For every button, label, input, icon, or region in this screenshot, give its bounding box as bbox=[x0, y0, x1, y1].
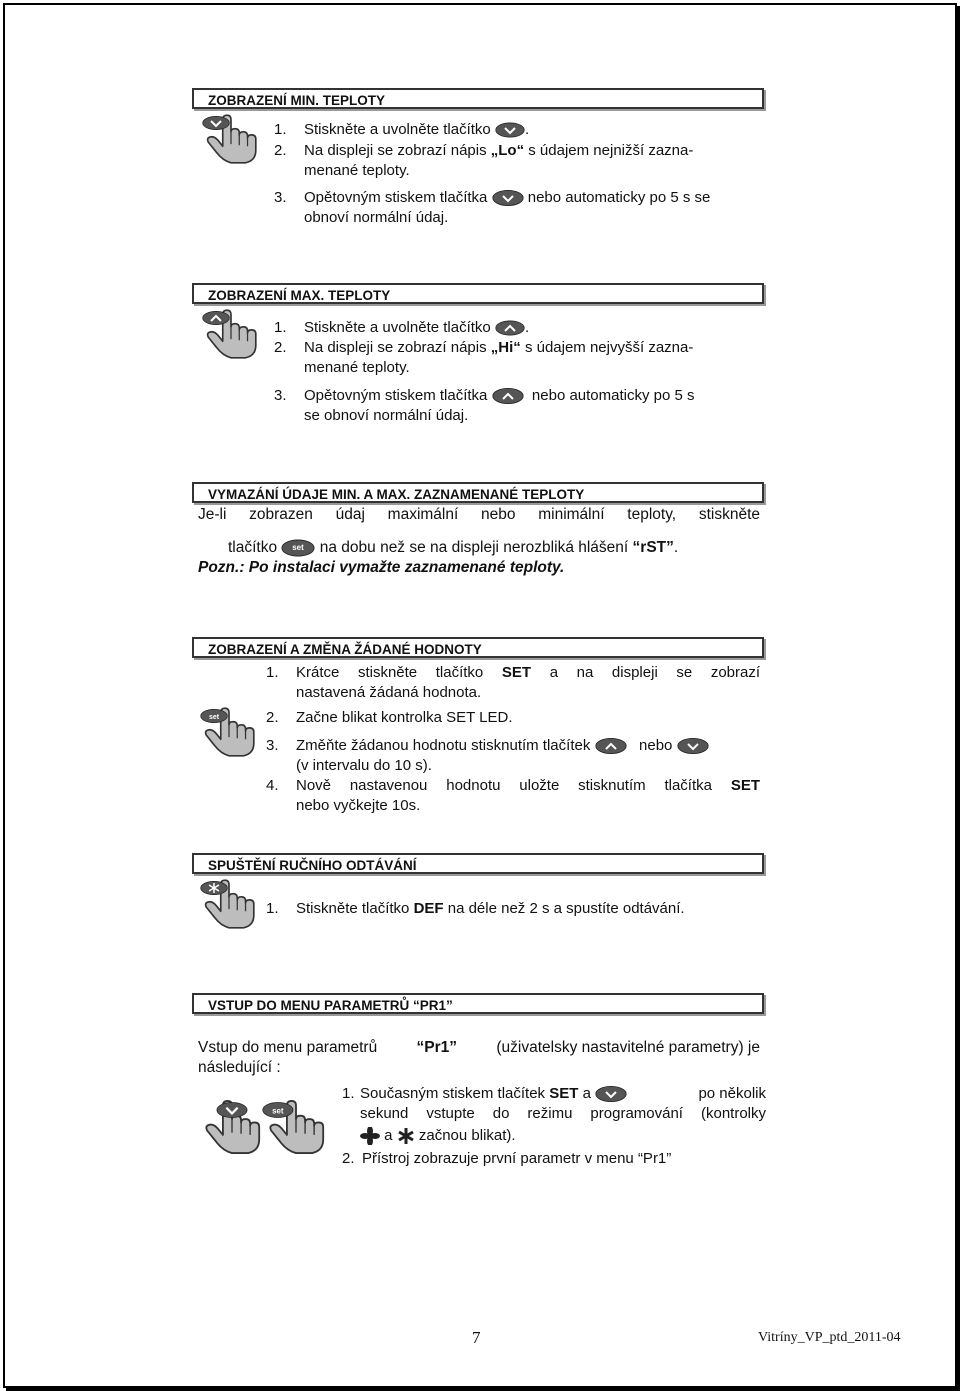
fan-icon bbox=[360, 1127, 380, 1145]
defrost-icon bbox=[397, 1127, 415, 1145]
step-continuation: menané teploty. bbox=[304, 359, 410, 376]
step-continuation: sekund vstupte do režimu programování (kontrolky bbox=[360, 1105, 766, 1122]
step-continuation: obnoví normální údaj. bbox=[304, 209, 449, 226]
up-arrow-button-icon bbox=[495, 319, 525, 337]
pointing-hand-icon bbox=[198, 706, 260, 758]
defrost-icon bbox=[201, 881, 228, 894]
document-id: Vitríny_VP_ptd_2011-04 bbox=[758, 1330, 901, 1345]
installation-note: Pozn.: Po instalaci vymažte zaznamenané teploty. bbox=[198, 559, 565, 576]
section-header-menu: VSTUP DO MENU PARAMETRŮ “PR1” bbox=[192, 993, 764, 1014]
down-arrow-button-icon bbox=[677, 736, 709, 756]
down-arrow-button-icon bbox=[492, 189, 524, 207]
paragraph: tlačítko set na dobu než se na displeji nerozbliká hlášení “rST”. bbox=[228, 539, 679, 557]
section-header-clear: VYMAZÁNÍ ÚDAJE MIN. A MAX. ZAZNAMENANÉ TEPLOTY bbox=[192, 482, 764, 503]
paragraph: Je-li zobrazen údaj maximální nebo minimální teploty, stiskněte bbox=[198, 506, 760, 523]
down-arrow-button-icon bbox=[203, 116, 230, 129]
section-header-min: ZOBRAZENÍ MIN. TEPLOTY bbox=[192, 88, 764, 109]
svg-text:set: set bbox=[292, 543, 305, 552]
section-header-max: ZOBRAZENÍ MAX. TEPLOTY bbox=[192, 283, 764, 304]
down-arrow-button-icon bbox=[495, 121, 525, 139]
step-continuation: nebo vyčkejte 10s. bbox=[296, 797, 421, 814]
step-continuation: a začnou blikat). bbox=[360, 1126, 516, 1146]
page-number: 7 bbox=[472, 1328, 481, 1347]
step-continuation: nastavená žádaná hodnota. bbox=[296, 684, 482, 701]
set-button-icon bbox=[281, 538, 315, 558]
pointing-hand-icon bbox=[198, 878, 260, 930]
section-header-setpoint: ZOBRAZENÍ A ZMĚNA ŽÁDANÉ HODNOTY bbox=[192, 637, 764, 658]
svg-text:set: set bbox=[272, 1106, 284, 1116]
pointing-hand-icon bbox=[200, 308, 262, 360]
step-continuation: se obnoví normální údaj. bbox=[304, 407, 469, 424]
step-continuation: menané teploty. bbox=[304, 162, 410, 179]
up-arrow-button-icon bbox=[595, 736, 627, 756]
up-arrow-button-icon bbox=[203, 311, 230, 324]
pointing-hand-icon bbox=[198, 1096, 266, 1158]
svg-text:set: set bbox=[208, 714, 220, 721]
pointing-hand-icon bbox=[262, 1096, 330, 1158]
set-button-icon bbox=[201, 709, 228, 722]
step-continuation: (v intervalu do 10 s). bbox=[296, 757, 432, 774]
section-header-defrost: SPUŠTĚNÍ RUČNÍHO ODTÁVÁNÍ bbox=[192, 853, 764, 874]
paragraph: Vstup do menu parametrů “Pr1” (uživatelsky nastavitelné parametry) je bbox=[198, 1039, 760, 1056]
pointing-hand-icon bbox=[200, 113, 262, 165]
paragraph: následující : bbox=[198, 1059, 281, 1076]
up-arrow-button-icon bbox=[492, 387, 524, 405]
down-arrow-button-icon bbox=[595, 1084, 627, 1104]
